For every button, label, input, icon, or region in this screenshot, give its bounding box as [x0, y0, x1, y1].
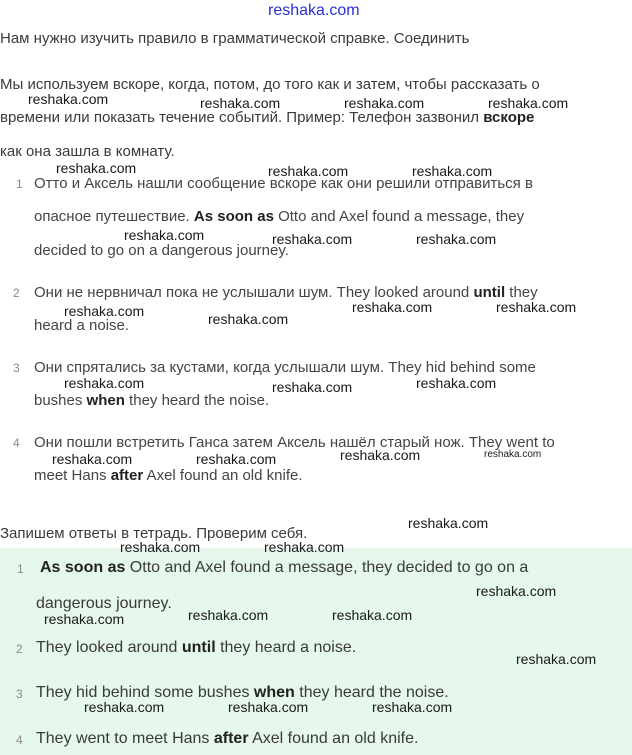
site-header-watermark: reshaka.com: [268, 2, 360, 19]
task-keyword: after: [110, 467, 144, 484]
answer-number: 2: [16, 642, 23, 656]
answer-keyword: after: [213, 730, 249, 747]
watermark: reshaka.com: [408, 515, 489, 531]
watermark: reshaka.com: [200, 95, 281, 111]
watermark: reshaka.com: [352, 299, 433, 315]
task-3-line-2: [34, 392, 269, 409]
watermark: reshaka.com: [416, 231, 497, 247]
task-text: Они не нервничал пока не услышали шум. They looked around: [34, 284, 474, 301]
answer-text: Axel found an old knife.: [248, 730, 419, 747]
watermark: reshaka.com: [64, 303, 145, 319]
task-4-line-1: Они пошли встретить Ганса затем Аксель нашёл старый нож. They went to: [34, 434, 555, 451]
watermark: reshaka.com: [228, 699, 309, 715]
watermark: reshaka.com: [64, 375, 145, 391]
watermark: reshaka.com: [484, 449, 542, 460]
watermark: reshaka.com: [124, 227, 205, 243]
watermark: reshaka.com: [272, 231, 353, 247]
answer-2: [36, 639, 356, 657]
task-text: Otto and Axel found a message, they: [273, 208, 525, 225]
task-text: they heard the noise.: [124, 392, 270, 409]
watermark: reshaka.com: [416, 375, 497, 391]
rule-text: времени или показать течение событий. Пример: Телефон зазвонил: [0, 109, 484, 126]
task-number: 3: [13, 361, 20, 375]
answer-text: they heard the noise.: [294, 684, 449, 701]
task-number: 1: [16, 177, 23, 191]
answer-text: Otto and Axel found a message, they decided to go on a: [125, 559, 529, 576]
rule-line-3: как она зашла в комнату.: [0, 143, 175, 160]
answer-text: They looked around: [36, 639, 182, 656]
watermark: reshaka.com: [516, 651, 597, 667]
answer-keyword: until: [181, 639, 216, 656]
task-text: опасное путешествие.: [34, 208, 194, 225]
watermark: reshaka.com: [196, 451, 277, 467]
answer-1-line-1: [40, 559, 528, 577]
watermark: reshaka.com: [476, 583, 557, 599]
watermark: reshaka.com: [56, 160, 137, 176]
task-number: 4: [13, 436, 20, 450]
task-text: bushes: [34, 392, 87, 409]
intro-text: Нам нужно изучить правило в грамматической справке. Соединить: [0, 30, 470, 47]
task-keyword: until: [473, 284, 506, 301]
task-text: Axel found an old knife.: [143, 467, 303, 484]
answer-text: They hid behind some bushes: [36, 684, 254, 701]
answer-4: [36, 730, 418, 748]
task-2-line-2: heard a noise.: [34, 317, 130, 334]
watermark: reshaka.com: [488, 95, 569, 111]
task-1-line-3: decided to go on a dangerous journey.: [34, 242, 289, 259]
watermark: reshaka.com: [84, 699, 165, 715]
task-4-line-2: [34, 467, 303, 484]
rule-example-keyword: вскоре: [483, 109, 535, 126]
watermark: reshaka.com: [52, 451, 133, 467]
rule-line-2: [0, 109, 534, 126]
watermark: reshaka.com: [28, 91, 109, 107]
rule-line-1: Мы используем вскоре, когда, потом, до того как и затем, чтобы рассказать о: [0, 76, 540, 93]
answer-number: 1: [17, 562, 24, 576]
answer-keyword: As soon as: [40, 559, 126, 576]
answer-text: they heard a noise.: [215, 639, 357, 656]
watermark: reshaka.com: [496, 299, 577, 315]
task-text: they: [505, 284, 538, 301]
answer-1-line-2: dangerous journey.: [36, 595, 172, 612]
answer-text: They went to meet Hans: [36, 730, 214, 747]
watermark: reshaka.com: [208, 311, 289, 327]
watermark: reshaka.com: [340, 447, 421, 463]
watermark: reshaka.com: [372, 699, 453, 715]
watermark: reshaka.com: [332, 607, 413, 623]
answer-number: 4: [16, 733, 23, 747]
watermark: reshaka.com: [412, 163, 493, 179]
task-3-line-1: Они спрятались за кустами, когда услышали шум. They hid behind some: [34, 359, 536, 376]
watermark: reshaka.com: [188, 607, 269, 623]
task-1-line-2: [34, 208, 524, 225]
answer-number: 3: [16, 687, 23, 701]
watermark: reshaka.com: [120, 539, 201, 555]
answer-keyword: when: [253, 684, 295, 701]
task-2-line-1: [34, 284, 538, 301]
watermark: reshaka.com: [344, 95, 425, 111]
watermark: reshaka.com: [268, 163, 349, 179]
task-1-line-1: Отто и Аксель нашли сообщение вскоре как они решили отправиться в: [34, 175, 533, 192]
task-text: meet Hans: [34, 467, 111, 484]
watermark: reshaka.com: [44, 611, 125, 627]
task-number: 2: [13, 286, 20, 300]
task-keyword: As soon as: [193, 208, 274, 225]
task-keyword: when: [86, 392, 125, 409]
watermark: reshaka.com: [272, 379, 353, 395]
watermark: reshaka.com: [264, 539, 345, 555]
check-instruction: Запишем ответы в тетрадь. Проверим себя.: [0, 525, 308, 542]
